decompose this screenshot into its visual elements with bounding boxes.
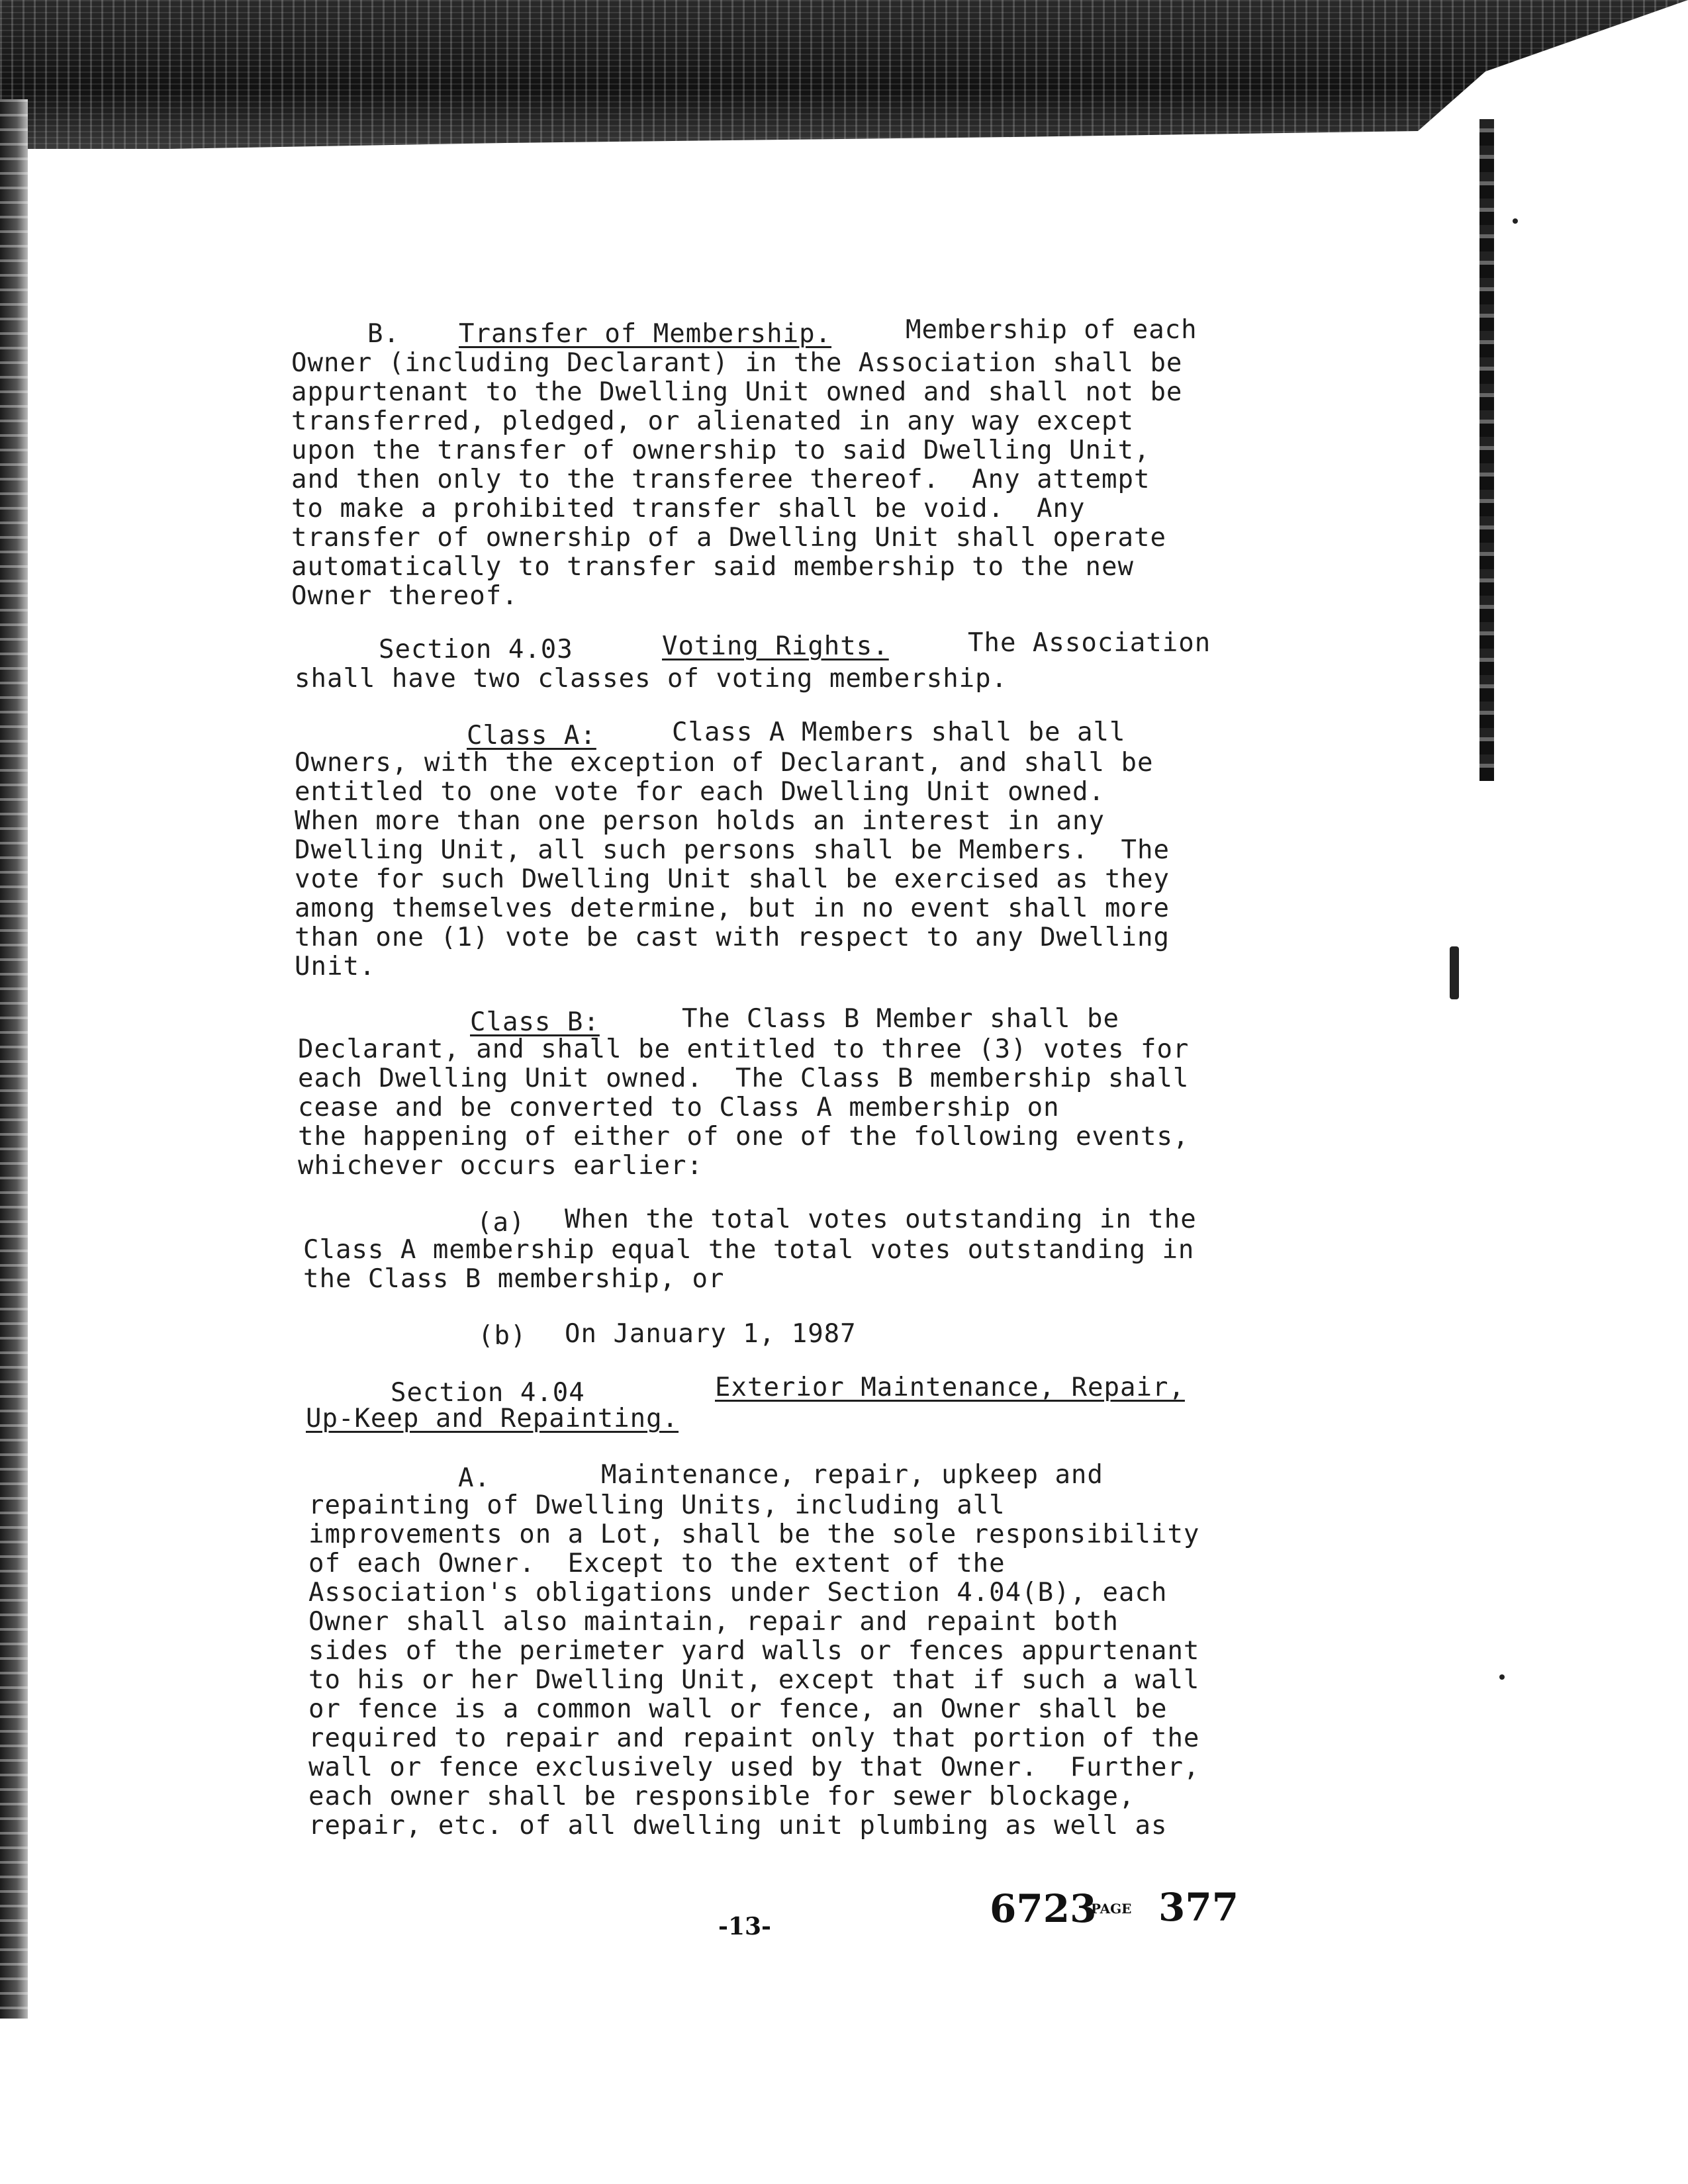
paragraph-line: The Association [968,628,1211,658]
class-b-heading: Class B: [470,1007,600,1037]
voting-rights-heading: Voting Rights. [662,631,889,661]
paragraph-line: required to repair and repaint only that portion of the [308,1723,1200,1753]
paragraph-line: sides of the perimeter yard walls or fences appurtenant [308,1636,1200,1666]
paragraph-line: vote for such Dwelling Unit shall be exercised as they [295,864,1170,894]
paragraph-line: of each Owner. Except to the extent of the [308,1549,1006,1578]
paragraph-line: Association's obligations under Section 4.04(B), each [308,1578,1168,1608]
paragraph-line: appurtenant to the Dwelling Unit owned and shall not be [291,377,1183,407]
paragraph-line: each Dwelling Unit owned. The Class B membership shall [298,1064,1190,1093]
paragraph-line: Membership of each [906,315,1197,345]
paragraph-line: whichever occurs earlier: [298,1151,703,1181]
paragraph-line: and then only to the transferee thereof. Any attempt [291,465,1150,494]
paragraph-line: Owner thereof. [291,581,518,611]
section-4-03-number: Section 4.03 [379,635,573,664]
event-b-text: On January 1, 1987 [565,1319,857,1349]
transfer-of-membership-heading: Transfer of Membership. [459,319,832,349]
paragraph-line: Class A Members shall be all [672,717,1126,747]
exterior-maintenance-heading-cont: Up-Keep and Repainting. [306,1404,679,1433]
paragraph-line: entitled to one vote for each Dwelling Unit owned. [295,777,1105,807]
paragraph-line: the happening of either of one of the following events, [298,1122,1190,1152]
paragraph-line: the Class B membership, or [303,1264,725,1294]
paragraph-line: to his or her Dwelling Unit, except that if such a wall [308,1665,1200,1695]
exterior-maintenance-heading: Exterior Maintenance, Repair, [715,1373,1185,1402]
paragraph-line: Maintenance, repair, upkeep and [601,1460,1103,1490]
paragraph-line: each owner shall be responsible for sewer blockage, [308,1782,1135,1811]
paragraph-line: shall have two classes of voting membership. [295,664,1008,694]
paragraph-line: Declarant, and shall be entitled to three (3) votes for [298,1034,1190,1064]
paragraph-line: than one (1) vote be cast with respect to any Dwelling [295,923,1170,952]
paragraph-line: or fence is a common wall or fence, an Owner shall be [308,1694,1168,1724]
paragraph-line: Unit. [295,952,376,981]
section-4-04-number: Section 4.04 [391,1378,585,1408]
paragraph-line: repainting of Dwelling Units, including all [308,1490,1006,1520]
paragraph-line: The Class B Member shall be [682,1004,1119,1034]
paragraph-line: Class A membership equal the total votes outstanding in [303,1235,1195,1265]
paragraph-line: Dwelling Unit, all such persons shall be Members. The [295,835,1170,865]
paragraph-line: repair, etc. of all dwelling unit plumbing as well as [308,1811,1168,1841]
event-a-label: (a) [477,1208,526,1238]
paragraph-line: among themselves determine, but in no event shall more [295,893,1170,923]
recording-page-number: 377 [1158,1885,1239,1930]
paragraph-line: automatically to transfer said membership to the new [291,552,1134,582]
paragraph-line: cease and be converted to Class A membership on [298,1093,1060,1122]
event-b-label: (b) [478,1321,527,1351]
paragraph-line: When more than one person holds an interest in any [295,806,1105,836]
paragraph-line: Owners, with the exception of Declarant, and shall be [295,748,1154,778]
paragraph-line: transfer of ownership of a Dwelling Unit shall operate [291,523,1166,553]
paragraph-line: When the total votes outstanding in the [565,1205,1197,1234]
recording-page-abbrev: PAGE [1091,1901,1132,1917]
paragraph-line: Owner (including Declarant) in the Association shall be [291,348,1183,378]
section-b-label: B. [367,319,400,349]
page-number: -13- [718,1913,771,1940]
recording-book-number: 6723 [990,1886,1097,1931]
paragraph-line: Owner shall also maintain, repair and repaint both [308,1607,1119,1637]
class-a-heading: Class A: [467,721,596,751]
paragraph-line: upon the transfer of ownership to said Dwelling Unit, [291,435,1150,465]
section-4-04-a-label: A. [458,1463,491,1493]
paragraph-line: to make a prohibited transfer shall be void. Any [291,494,1086,523]
paragraph-line: transferred, pledged, or alienated in any way except [291,406,1134,436]
paragraph-line: improvements on a Lot, shall be the sole responsibility [308,1520,1200,1549]
paragraph-line: wall or fence exclusively used by that Owner. Further, [308,1752,1200,1782]
